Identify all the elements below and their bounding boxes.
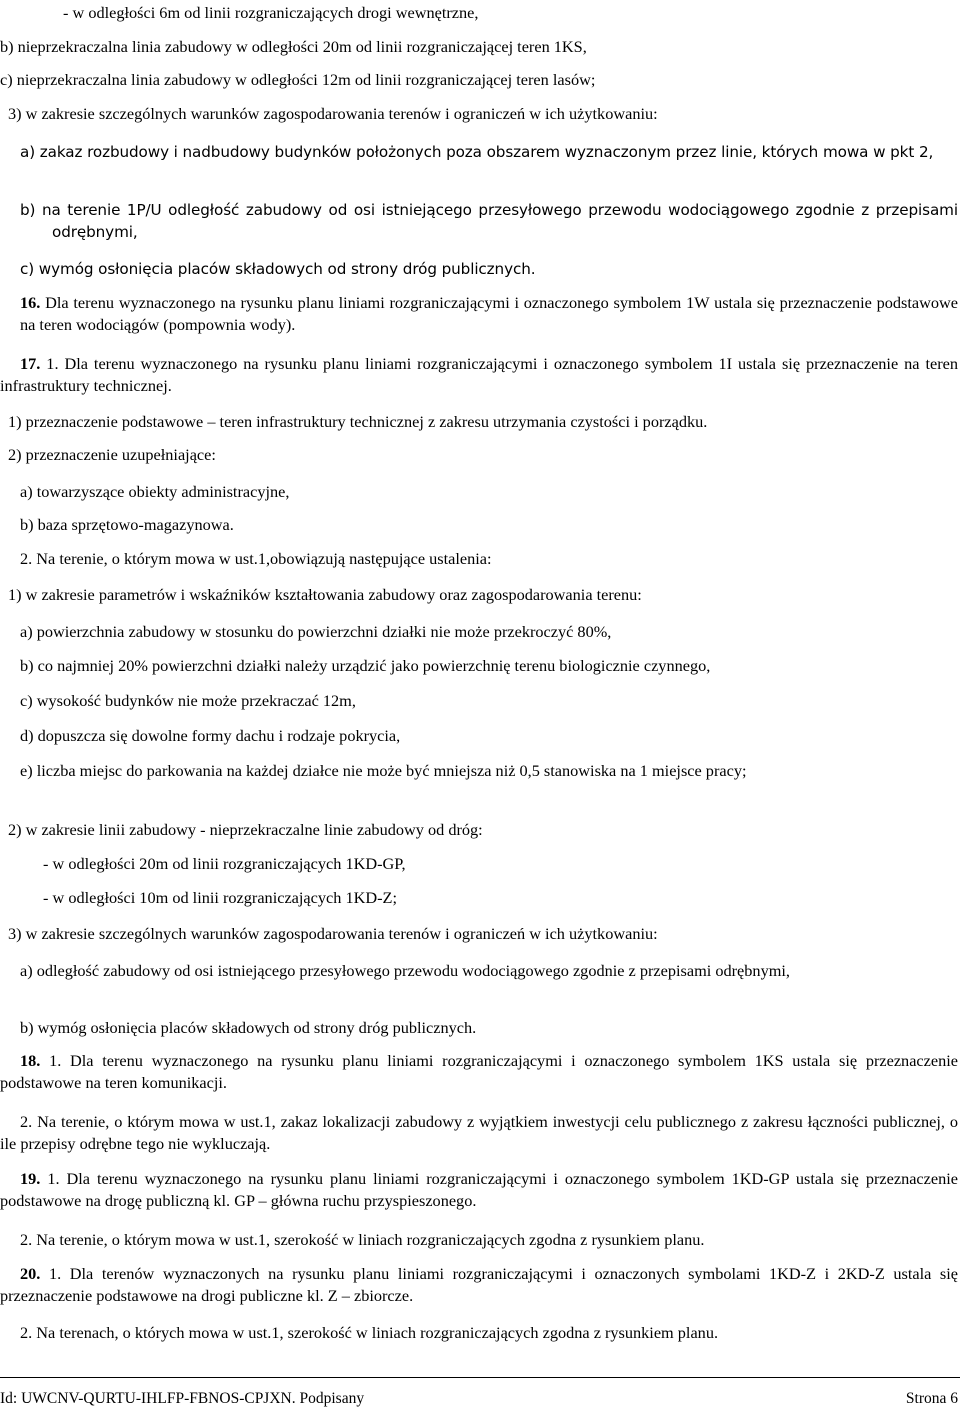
list-item: a) zakaz rozbudowy i nadbudowy budynków położonych poza obszarem wyznaczonym przez linie, których mowa w pkt 2, (20, 143, 934, 161)
section-18 (0, 1050, 958, 1094)
list-item: c) wysokość budynków nie może przekraczać 12m, (20, 691, 356, 710)
list-item: a) odległość zabudowy od osi istniejącego przesyłowego przewodu wodociągowego zgodnie z przepisami odrębnymi, (20, 961, 790, 980)
section-number: 19. (20, 1169, 41, 1188)
list-item: b) wymóg osłonięcia placów składowych od strony dróg publicznych. (20, 1018, 477, 1037)
section-17 (0, 353, 958, 397)
section-text: 1. Dla terenów wyznaczonych na rysunku planu liniami rozgraniczającymi i oznaczonych symbolami 1KD-Z i 2KD-Z ustala się przeznaczenie podstawowe na drogi publiczne kl. Z – zbiorcze. (0, 1264, 958, 1305)
section-number: 16. (20, 293, 41, 312)
list-item: a) powierzchnia zabudowy w stosunku do powierzchni działki nie może przekroczyć 80%, (20, 622, 612, 641)
paragraph: b) nieprzekraczalna linia zabudowy w odległości 20m od linii rozgraniczającej teren 1KS, (0, 37, 587, 56)
list-item: a) towarzyszące obiekty administracyjne, (20, 482, 290, 501)
section-text: 1. Dla terenu wyznaczonego na rysunku planu liniami rozgraniczającymi i oznaczonego symbolem 1I ustala się przeznaczenie na teren infrastruktury technicznej. (0, 354, 958, 395)
paragraph: 2. Na terenie, o którym mowa w ust.1, szerokość w liniach rozgraniczających zgodna z rysunkiem planu. (20, 1230, 705, 1249)
section-20 (0, 1263, 958, 1307)
paragraph: 3) w zakresie szczególnych warunków zagospodarowania terenów i ograniczeń w ich użytkowaniu: (8, 924, 658, 943)
list-item: - w odległości 20m od linii rozgraniczających 1KD-GP, (43, 854, 406, 873)
paragraph: 2. Na terenach, o których mowa w ust.1, szerokość w liniach rozgraniczających zgodna z rysunkiem planu. (20, 1323, 719, 1342)
list-item: b) baza sprzętowo-magazynowa. (20, 515, 234, 534)
paragraph: 1) przeznaczenie podstawowe – teren infrastruktury technicznej z zakresu utrzymania czystości i porządku. (8, 412, 708, 431)
list-item: c) wymóg osłonięcia placów składowych od strony dróg publicznych. (20, 260, 536, 278)
section-number: 18. (20, 1051, 41, 1070)
section-text: Dla terenu wyznaczonego na rysunku planu liniami rozgraniczającymi i oznaczonego symbolem 1W ustala się przeznaczenie podstawowe na teren wodociągów (pompownia wody). (20, 293, 958, 334)
paragraph: 3) w zakresie szczególnych warunków zagospodarowania terenów i ograniczeń w ich użytkowaniu: (8, 104, 658, 123)
list-item: e) liczba miejsc do parkowania na każdej działce nie może być mniejsza niż 0,5 stanowiska na 1 miejsce pracy; (20, 761, 747, 780)
paragraph: 2) przeznaczenie uzupełniające: (8, 445, 216, 464)
section-text: 1. Dla terenu wyznaczonego na rysunku planu liniami rozgraniczającymi i oznaczonego symbolem 1KS ustala się przeznaczenie podstawowe na teren komunikacji. (0, 1051, 958, 1092)
paragraph: - w odległości 6m od linii rozgraniczających drogi wewnętrzne, (63, 3, 479, 22)
section-number: 17. (20, 354, 41, 373)
section-number: 20. (20, 1264, 41, 1283)
paragraph: 2. Na terenie, o którym mowa w ust.1, zakaz lokalizacji zabudowy z wyjątkiem inwestycji celu publicznego z zakresu łączności publicznej, o ile przepisy odrębne tego nie wykluczają. (0, 1112, 958, 1153)
list-item: d) dopuszcza się dowolne formy dachu i rodzaje pokrycia, (20, 726, 401, 745)
list-item: - w odległości 10m od linii rozgraniczających 1KD-Z; (43, 888, 398, 907)
footer-divider (0, 1377, 960, 1378)
section-16 (0, 292, 958, 336)
list-item: b) na terenie 1P/U odległość zabudowy od osi istniejącego przesyłowego przewodu wodociągowego zgodnie z przepisami odrębnymi, (20, 201, 958, 241)
footer-page-number: Strona 6 (905, 1390, 958, 1407)
list-item: b) co najmniej 20% powierzchni działki należy urządzić jako powierzchnię terenu biologicznie czynnego, (20, 656, 711, 675)
section-19 (0, 1168, 958, 1212)
paragraph: 2. Na terenie, o którym mowa w ust.1,obowiązują następujące ustalenia: (20, 549, 492, 568)
paragraph: 1) w zakresie parametrów i wskaźników kształtowania zabudowy oraz zagospodarowania terenu: (8, 585, 642, 604)
paragraph: c) nieprzekraczalna linia zabudowy w odległości 12m od linii rozgraniczającej teren lasów; (0, 70, 596, 89)
footer-document-id: Id: UWCNV-QURTU-IHLFP-FBNOS-CPJXN. Podpisany (0, 1390, 365, 1407)
paragraph: 2) w zakresie linii zabudowy - nieprzekraczalne linie zabudowy od dróg: (8, 820, 483, 839)
section-text: 1. Dla terenu wyznaczonego na rysunku planu liniami rozgraniczającymi i oznaczonego symbolem 1KD-GP ustala się przeznaczenie podstawowe na drogę publiczną kl. GP – główna ruchu przyspieszonego. (0, 1169, 958, 1210)
